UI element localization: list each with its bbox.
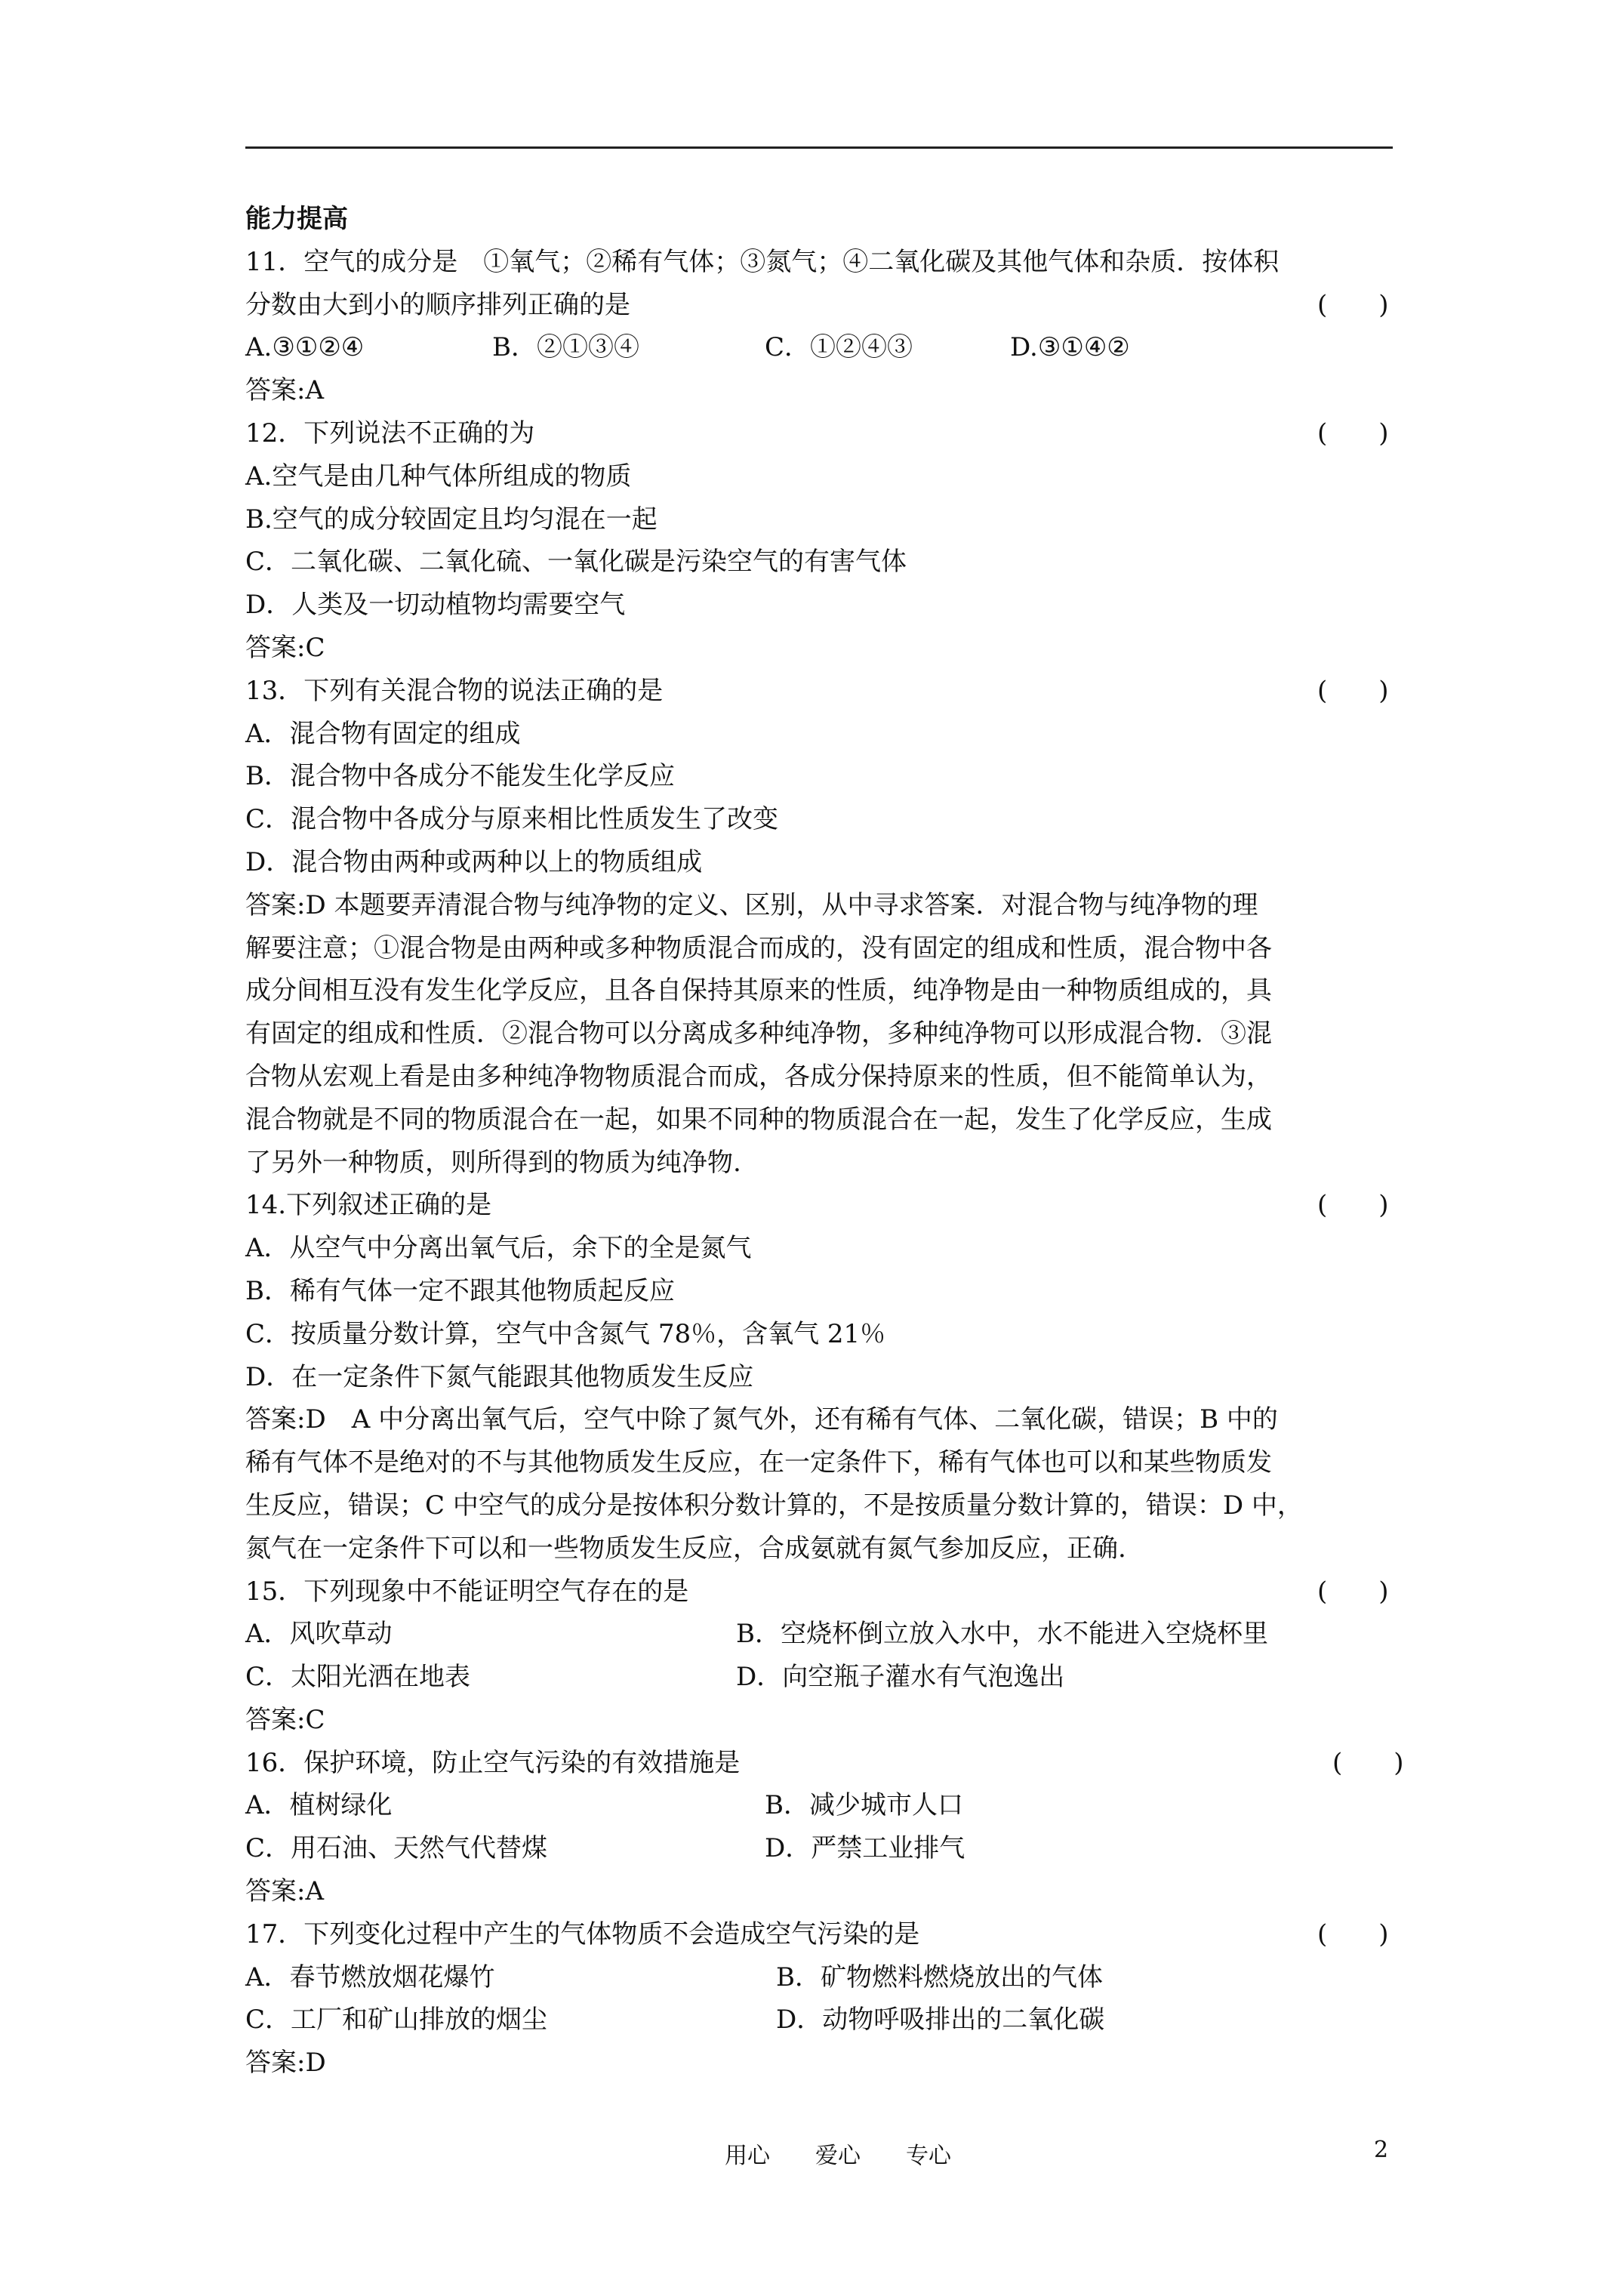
- question-13-option-b: B．混合物中各成分不能发生化学反应: [245, 761, 675, 792]
- question-11-stem: 11．空气的成分是 ①氧气；②稀有气体；③氮气；④二氧化碳及其他气体和杂质．按体积: [245, 246, 1280, 277]
- question-13-explanation: 解要注意；①混合物是由两种或多种物质混合而成的，没有固定的组成和性质，混合物中各: [245, 932, 1272, 963]
- question-17-options-ab: [245, 1956, 1400, 1999]
- question-11-stem-cont: 分数由大到小的顺序排列正确的是 ( ): [245, 284, 1400, 327]
- question-13-explanation: 成分间相互没有发生化学反应，且各自保持其原来的性质，纯净物是由一种物质组成的，具: [245, 975, 1272, 1006]
- question-17-stem: 17．下列变化过程中产生的气体物质不会造成空气污染的是 ( ): [245, 1913, 1400, 1956]
- option-d: D．严禁工业排气: [765, 1833, 965, 1864]
- question-13-option-c: C．混合物中各成分与原来相比性质发生了改变: [245, 804, 779, 835]
- option-a: A．植树绿化: [245, 1790, 393, 1821]
- option-c: C．用石油、天然气代替煤: [245, 1833, 548, 1864]
- question-13-stem: 13．下列有关混合物的说法正确的是 ( ): [245, 670, 1400, 713]
- question-17-options-cd: [245, 1999, 1400, 2042]
- question-15-options-cd: [245, 1656, 1400, 1699]
- question-12-option-a: A.空气是由几种气体所组成的物质: [245, 461, 632, 492]
- question-15-answer: 答案:C: [245, 1704, 325, 1735]
- option-d: D．向空瓶子灌水有气泡逸出: [736, 1662, 1065, 1693]
- question-13-option-a: A．混合物有固定的组成: [245, 718, 521, 749]
- option-b: B．矿物燃料燃烧放出的气体: [776, 1962, 1103, 1992]
- question-13-option-d: D．混合物由两种或两种以上的物质组成: [245, 846, 703, 877]
- answer-blank: ( ): [1317, 1190, 1389, 1221]
- option-c: C．太阳光洒在地表: [245, 1662, 471, 1693]
- question-14-explanation: 生反应，错误；C 中空气的成分是按体积分数计算的，不是按质量分数计算的，错误：D 中，: [245, 1490, 1303, 1521]
- question-13-explanation: 混合物就是不同的物质混合在一起，如果不同种的物质混合在一起，发生了化学反应，生成: [245, 1104, 1272, 1135]
- question-16-options-ab: [245, 1784, 1400, 1827]
- answer-blank: ( ): [1317, 1918, 1389, 1949]
- question-16-options-cd: [245, 1827, 1400, 1870]
- option-b: B．空烧杯倒立放入水中，水不能进入空烧杯里: [736, 1619, 1268, 1650]
- question-14-explanation: 稀有气体不是绝对的不与其他物质发生反应，在一定条件下，稀有气体也可以和某些物质发: [245, 1447, 1272, 1478]
- option-b: B．②①③④: [492, 332, 639, 363]
- question-14-option-b: B．稀有气体一定不跟其他物质起反应: [245, 1275, 675, 1306]
- question-14-option-d: D．在一定条件下氮气能跟其他物质发生反应: [245, 1361, 754, 1392]
- page-number: 2: [1374, 2137, 1389, 2163]
- option-c: C．工厂和矿山排放的烟尘: [245, 2005, 548, 2036]
- question-11-answer: 答案:A: [245, 375, 325, 406]
- question-14-option-a: A．从空气中分离出氧气后，余下的全是氮气: [245, 1233, 752, 1264]
- answer-blank: ( ): [1332, 1747, 1404, 1778]
- question-12-answer: 答案:C: [245, 632, 325, 663]
- answer-blank: ( ): [1317, 1576, 1389, 1607]
- question-16-answer: 答案:A: [245, 1876, 325, 1907]
- option-a: A．春节燃放烟花爆竹: [245, 1962, 495, 1992]
- question-12-stem: 12．下列说法不正确的为 ( ): [245, 412, 1400, 455]
- option-d: D．动物呼吸排出的二氧化碳: [776, 2005, 1105, 2036]
- question-11-options: [245, 326, 1400, 369]
- header-rule: [245, 146, 1393, 149]
- answer-blank: ( ): [1317, 675, 1389, 706]
- question-12-option-c: C．二氧化碳、二氧化硫、一氧化碳是污染空气的有害气体: [245, 547, 907, 578]
- question-12-option-d: D．人类及一切动植物均需要空气: [245, 590, 626, 621]
- option-a: A.③①②④: [245, 332, 365, 363]
- question-16-stem: 16．保护环境，防止空气污染的有效措施是 ( ): [245, 1742, 1400, 1785]
- footer-motto: 用心 爱心 专心: [725, 2143, 951, 2169]
- question-13-answer: 答案:D 本题要弄清混合物与纯净物的定义、区别，从中寻求答案．对混合物与纯净物的理: [245, 889, 1258, 920]
- section-title: 能力提高: [245, 204, 348, 234]
- option-a: A．风吹草动: [245, 1619, 393, 1650]
- option-b: B．减少城市人口: [765, 1790, 963, 1821]
- question-14-stem: 14.下列叙述正确的是 ( ): [245, 1184, 1400, 1227]
- answer-blank: ( ): [1317, 289, 1389, 320]
- question-14-option-c: C．按质量分数计算，空气中含氮气 78％，含氧气 21％: [245, 1318, 886, 1349]
- page-content: [245, 198, 1404, 2085]
- question-14-answer: 答案:D A 中分离出氧气后，空气中除了氮气外，还有稀有气体、二氧化碳，错误；B 中的: [245, 1404, 1278, 1435]
- question-13-explanation: 了另外一种物质，则所得到的物质为纯净物.: [245, 1147, 741, 1178]
- question-15-options-ab: [245, 1613, 1400, 1656]
- question-13-explanation: 合物从宏观上看是由多种纯净物物质混合而成，各成分保持原来的性质，但不能简单认为，: [245, 1061, 1272, 1092]
- option-c: C．①②④③: [765, 332, 913, 363]
- question-15-stem: 15．下列现象中不能证明空气存在的是 ( ): [245, 1570, 1400, 1613]
- question-12-option-b: B.空气的成分较固定且均匀混在一起: [245, 504, 658, 535]
- answer-blank: ( ): [1317, 418, 1389, 448]
- option-d: D.③①④②: [1010, 332, 1130, 363]
- question-14-explanation: 氮气在一定条件下可以和一些物质发生反应，合成氨就有氮气参加反应，正确.: [245, 1533, 1126, 1564]
- question-13-explanation: 有固定的组成和性质．②混合物可以分离成多种纯净物，多种纯净物可以形成混合物．③混: [245, 1019, 1272, 1049]
- question-17-answer: 答案:D: [245, 2048, 326, 2079]
